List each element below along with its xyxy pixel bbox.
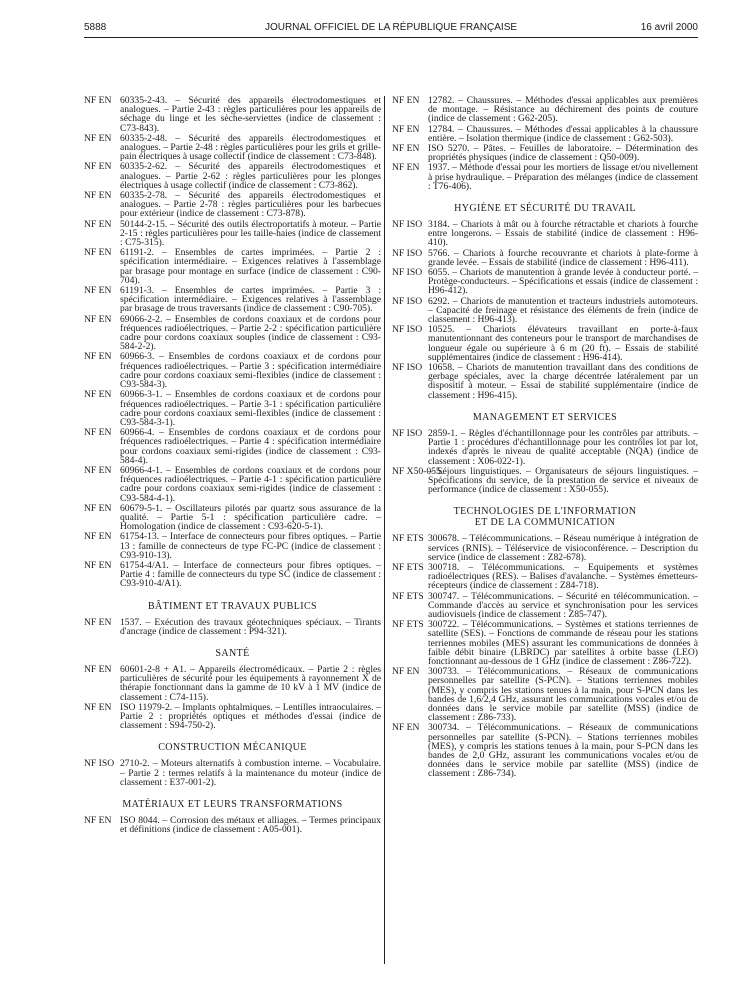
standard-entry: [392, 144, 698, 162]
standard-reference: NF ISO: [84, 758, 115, 770]
standard-entry: [84, 618, 381, 636]
standard-description: 5766. – Chariots à fourche recouvrante et chariots à plate-forme à grande levée. – Essais de stabilité (indice de classement : H96-411).: [428, 247, 698, 268]
standard-reference: NF EN: [84, 559, 112, 571]
standard-reference: NF EN: [84, 427, 112, 439]
standard-entry: [84, 816, 381, 834]
standard-reference: NF EN: [392, 123, 420, 135]
journal-title: JOURNAL OFFICIEL DE LA RÉPUBLIQUE FRANÇAISE: [264, 22, 518, 33]
standard-description: 300722. – Télécommunications. – Systèmes et stations terriennes de satellite (SES). – Fonctions de commande de réseau pour les stations terriennes mobiles (MES) assurant les communications de données à faible débit binaire (LBRDC) par satellites à orbite basse (LEO) fonctionnant au-dessous de 1 GHz (indice de classement : Z86-722).: [428, 619, 698, 667]
page-header: [84, 22, 698, 36]
standard-entry: [392, 592, 698, 620]
standard-description: ISO 5270. – Pâtes. – Feuilles de laboratoire. – Détermination des propriétés physiques (indice de classement : Q50-009).: [428, 143, 698, 164]
standard-description: ISO 8044. – Corrosion des métaux et alliages. – Termes principaux et définitions (indice de classement : A05-001).: [120, 815, 381, 836]
standard-reference: NF EN: [392, 162, 420, 174]
standard-reference: NF EN: [84, 313, 112, 325]
standard-reference: NF EN: [84, 389, 112, 401]
standard-entry: [84, 466, 381, 503]
standard-entry: [84, 561, 381, 589]
section-heading: TECHNOLOGIES DE L'INFORMATION ET DE LA COMMUNICATION: [453, 506, 637, 529]
standard-description: 3184. – Chariots à mât ou à fourche rétractable et chariots à fourche entre longerons. – Essais de stabilité (indice de classement : H96-410).: [428, 219, 698, 249]
standard-description: 60335-2-43. – Sécurité des appareils électrodomestiques et analogues. – Partie 2-43 : règles particulières pour les appareils de séchage du linge et les sèche-serviettes (indice de classement : C73-843).: [120, 95, 381, 134]
standard-description: 61191-3. – Ensembles de cartes imprimées. – Partie 3 : spécification intermédiaire. – Exigences relatives à l'assemblage par brasage de trous traversants (indice de classement : C90-705).: [120, 285, 381, 315]
publication-date: 16 avril 2000: [640, 22, 698, 33]
standard-entry: [84, 248, 381, 285]
standard-description: 300718. – Télécommunications. – Equipements et systèmes radioélectriques (RES). – Balises d'avalanche. – Systèmes émetteurs-récepteurs (indice de classement : Z84-718).: [428, 561, 698, 592]
standard-description: 12784. – Chaussures. – Méthodes d'essai applicables à la chaussure entière. – Isolation thermique (indice de classement : G62-503).: [428, 123, 698, 144]
standard-entry: [84, 703, 381, 731]
standard-description: 69066-2-2. – Ensembles de cordons coaxiaux et de cordons pour fréquences radioélectriques. – Partie 2-2 : spécification particulière cadre pour cordons coaxiaux souples (indice de classement : C93-584-2-2).: [120, 313, 381, 353]
standard-entry: [84, 220, 381, 248]
standard-entry: [392, 220, 698, 248]
standard-entry: [392, 96, 698, 124]
section-heading: HYGIÈNE ET SÉCURITÉ DU TRAVAIL: [454, 203, 636, 215]
standard-entry: [392, 723, 698, 778]
standard-description: 60966-4-1. – Ensembles de cordons coaxiaux et de cordons pour fréquences radioélectriques. – Partie 4-1 : spécification particulière cadre pour cordons coaxiaux semi-rigides (indice de classement : C93-584-4-1).: [120, 464, 381, 504]
standard-entry: [392, 125, 698, 143]
standard-description: 60679-5-1. – Oscillateurs pilotés par quartz sous assurance de la qualité. – Partie 5-1 : spécification particulière cadre. – Homologation (indice de classement : C93-620-5-1).: [120, 502, 381, 533]
standard-reference: NF EN: [84, 531, 112, 543]
right-column: [392, 96, 698, 780]
section-heading: BÂTIMENT ET TRAVAUX PUBLICS: [147, 600, 318, 612]
standard-reference: NF ETS: [392, 533, 424, 545]
standard-reference: NF EN: [84, 616, 112, 628]
standard-description: 10658. – Chariots de manutention travaillant dans des conditions de gerbage spéciales, avec la charge décentrée latéralement par un dispositif à moteur. – Essai de stabilité supplémentaire (indice de classement : H96-415).: [428, 362, 698, 401]
standard-reference: NF ISO: [392, 427, 423, 439]
standard-entry: [392, 620, 698, 666]
standard-description: 6055. – Chariots de manutention à grande levée à conducteur porté. – Protège-conducteurs. – Spécifications et essais (indice de classement : H96-412).: [428, 267, 698, 297]
standard-description: 60966-3-1. – Ensembles de cordons coaxiaux et de cordons pour fréquences radioélectriques. – Partie 3-1 : spécification particulière cadre pour cordons coaxiaux semi-flexibles (indice de classement : C93-584-3-1).: [120, 389, 381, 428]
standard-reference: NF EN: [84, 132, 112, 144]
standard-description: 60966-4. – Ensembles de cordons coaxiaux et de cordons pour fréquences radioélectriques. – Partie 4 : spécification intermédiaire pour cordons coaxiaux semi-rigides (indice de classement : C93-584-4).: [120, 427, 381, 466]
standard-reference: NF X50-055.: [392, 465, 444, 477]
standard-reference: NF EN: [84, 701, 112, 713]
standard-entry: [84, 352, 381, 389]
standard-reference: NF EN: [392, 666, 420, 678]
standard-entry: [392, 534, 698, 562]
standard-description: 6292. – Chariots de manutention et tracteurs industriels automoteurs. – Capacité de freinage et résistance des éléments de frein (indice de classement : H96-413).: [428, 295, 698, 326]
standard-entry: [84, 532, 381, 560]
standard-description: 60601-2-8 + A1. – Appareils électromédicaux. – Partie 2 : règles particulières de sécurité pour les équipements à rayonnement X de thérapie fonctionnant dans la gamme de 10 kV à 1 MV (indice de classement : C74-115).: [120, 663, 381, 703]
standard-reference: NF ETS: [392, 590, 424, 602]
standard-entry: [392, 297, 698, 325]
standard-entry: [84, 286, 381, 314]
standard-reference: NF EN: [84, 502, 112, 514]
standard-entry: [392, 363, 698, 400]
standard-reference: NF EN: [84, 663, 112, 675]
standard-reference: NF ISO: [392, 295, 423, 307]
standard-entry: [392, 163, 698, 191]
standard-entry: [84, 96, 381, 133]
standard-reference: NF EN: [84, 95, 112, 106]
standard-reference: NF EN: [84, 190, 112, 202]
standard-reference: NF EN: [84, 285, 112, 297]
standard-reference: NF ETS: [392, 561, 424, 573]
standard-description: 300747. – Télécommunications. – Sécurité en télécommunication. – Commande d'accès au service et synchronisation pour les services audiovisuels (indice de classement : Z85-747).: [428, 590, 698, 620]
standard-entry: [84, 665, 381, 702]
section-heading: MANAGEMENT ET SERVICES: [472, 411, 618, 423]
standard-reference: NF EN: [392, 722, 420, 734]
standard-reference: NF EN: [84, 464, 112, 476]
standard-description: 300678. – Télécommunications. – Réseau numérique à intégration de services (RNIS). – Téléservice de visioconférence. – Description du service (indice de classement : Z82-678).: [428, 533, 698, 563]
standard-description: 50144-2-15. – Sécurité des outils électroportatifs à moteur. – Partie 2-15 : règles particulières pour les taille-haies (indice de classement : C75-315).: [120, 218, 381, 249]
standard-reference: NF ISO: [392, 324, 423, 336]
standard-description: 10525. – Chariots élévateurs travaillant en porte-à-faux manutentionnant des conteneurs pour le transport de marchandises de longueur égale ou supérieure à 6 m (20 ft). – Essais de stabilité supplémentaires (indice de classement : H96-414).: [428, 324, 698, 363]
standard-description: 300734. – Télécommunications. – Réseaux de communications personnelles par satellite (S-PCN). – Stations terriennes mobiles (MES), y compris les stations tenues à la main, pour S-PCN dans les bandes de 2,0 GHz, assurant les communications vocales et/ou de données dans le service mobile par satellite (MSS) (indice de classement : Z86-734).: [428, 722, 698, 780]
left-column: [84, 96, 381, 835]
standard-description: 60335-2-78. – Sécurité des appareils électrodomestiques et analogues. – Partie 2-78 : règles particulières pour les barbecues pour extérieur (indice de classement : C73-878).: [120, 190, 381, 220]
standard-description: 12782. – Chaussures. – Méthodes d'essai applicables aux premières de montage. – Résistance au déchirement des points de couture (indice de classement : G62-205).: [428, 95, 698, 125]
page-number: 5888: [84, 22, 107, 33]
standard-reference: NF EN: [392, 95, 420, 106]
standard-reference: NF ETS: [392, 619, 424, 631]
standard-entry: [84, 191, 381, 219]
standard-description: 61754-4/A1. – Interface de connecteurs pour fibres optiques. – Partie 4 : famille de connecteurs du type SC (indice de classement : C93-910-4/A1).: [120, 559, 381, 590]
standard-reference: NF EN: [84, 351, 112, 363]
standard-description: 1937. – Méthode d'essai pour les mortiers de lissage et/ou nivellement à prise hydraulique. – Préparation des mélanges (indice de classement : T76-406).: [428, 162, 698, 192]
standard-reference: NF EN: [84, 161, 112, 173]
standard-entry: [392, 563, 698, 591]
standard-description: 60335-2-62. – Sécurité des appareils électrodomestiques et analogues. – Partie 2-62 : règles particulières pour les plonges électriques à usage collectif (indice de classement : C73-862).: [120, 161, 381, 191]
standard-reference: NF ISO: [392, 247, 423, 259]
section-heading: SANTÉ: [215, 647, 250, 659]
standard-reference: NF EN: [392, 143, 420, 155]
standard-reference: NF EN: [84, 218, 112, 230]
standard-description: – Séjours linguistiques. – Organisateurs de séjours linguistiques. – Spécifications du service, de la prestation de service et niveaux de performance (indice de classement : X50-055).: [428, 465, 698, 496]
standard-entry: [84, 759, 381, 787]
standard-entry: [84, 428, 381, 465]
standard-reference: NF ISO: [392, 362, 423, 374]
standard-reference: NF EN: [84, 815, 112, 826]
standard-reference: NF EN: [84, 247, 112, 259]
standard-entry: [392, 249, 698, 267]
standard-description: 60966-3. – Ensembles de cordons coaxiaux et de cordons pour fréquences radioélectriques. – Partie 3 : spécification intermédiaire cadre pour cordons coaxiaux semi-flexibles (indice de classement : C93-584-3).: [120, 351, 381, 391]
standard-description: 1537. – Exécution des travaux géotechniques spéciaux. – Tirants d'ancrage (indice de classement : P94-321).: [120, 616, 381, 637]
standard-description: 2710-2. – Moteurs alternatifs à combustion interne. – Vocabulaire. – Partie 2 : termes relatifs à la maintenance du moteur (indice de classement : E37-001-2).: [120, 758, 381, 788]
standard-entry: [84, 315, 381, 352]
standard-description: 300733. – Télécommunications. – Réseaux de communications personnelles par satellite (S-PCN). – Stations terriennes mobiles (MES), y compris les stations tenues à la main, pour S-PCN dans les bandes de 1,6/2,4 GHz, assurant les communications vocales et/ou de données dans le service mobile par satellite (MSS) (indice de classement : Z86-733).: [428, 666, 698, 724]
standard-entry: [84, 390, 381, 427]
column-divider: [384, 96, 385, 964]
standard-description: 61754-13. – Interface de connecteurs pour fibres optiques. – Partie 13 : famille de connecteurs de type FC-PC (indice de classement : C93-910-13).: [120, 531, 381, 561]
standard-entry: [392, 429, 698, 466]
section-heading: CONSTRUCTION MÉCANIQUE: [158, 742, 307, 754]
standard-entry: [84, 162, 381, 190]
standard-description: ISO 11979-2. – Implants ophtalmiques. – Lentilles intraoculaires. – Partie 2 : propriétés optiques et méthodes d'essai (indice de classement : S94-750-2).: [120, 701, 381, 732]
header-rule: [84, 37, 698, 38]
section-heading: MATÉRIAUX ET LEURS TRANSFORMATIONS: [122, 799, 343, 810]
standard-entry: [392, 467, 698, 495]
standard-reference: NF ISO: [392, 219, 423, 231]
standard-description: 61191-2. – Ensembles de cartes imprimées. – Partie 2 : spécification intermédiaire. – Exigences relatives à l'assemblage par brasage pour montage en surface (indice de classement : C90-704).: [120, 247, 381, 286]
standard-entry: [392, 667, 698, 722]
standard-reference: NF ISO: [392, 267, 423, 279]
standard-entry: [392, 325, 698, 362]
standard-entry: [84, 504, 381, 532]
standard-description: 60335-2-48. – Sécurité des appareils électrodomestiques et analogues. – Partie 2-48 : règles particulières pour les grils et grille-pain électriques à usage collectif (indice de classement : C73-848).: [120, 132, 381, 163]
standard-description: 2859-1. – Règles d'échantillonnage pour les contrôles par attributs. – Partie 1 : procédures d'échantillonnage pour les contrôles lot par lot, indexés d'après le niveau de qualité acceptable (NQA) (indice de classement : X06-022-1).: [428, 427, 698, 467]
standard-entry: [84, 134, 381, 162]
standard-entry: [392, 268, 698, 296]
